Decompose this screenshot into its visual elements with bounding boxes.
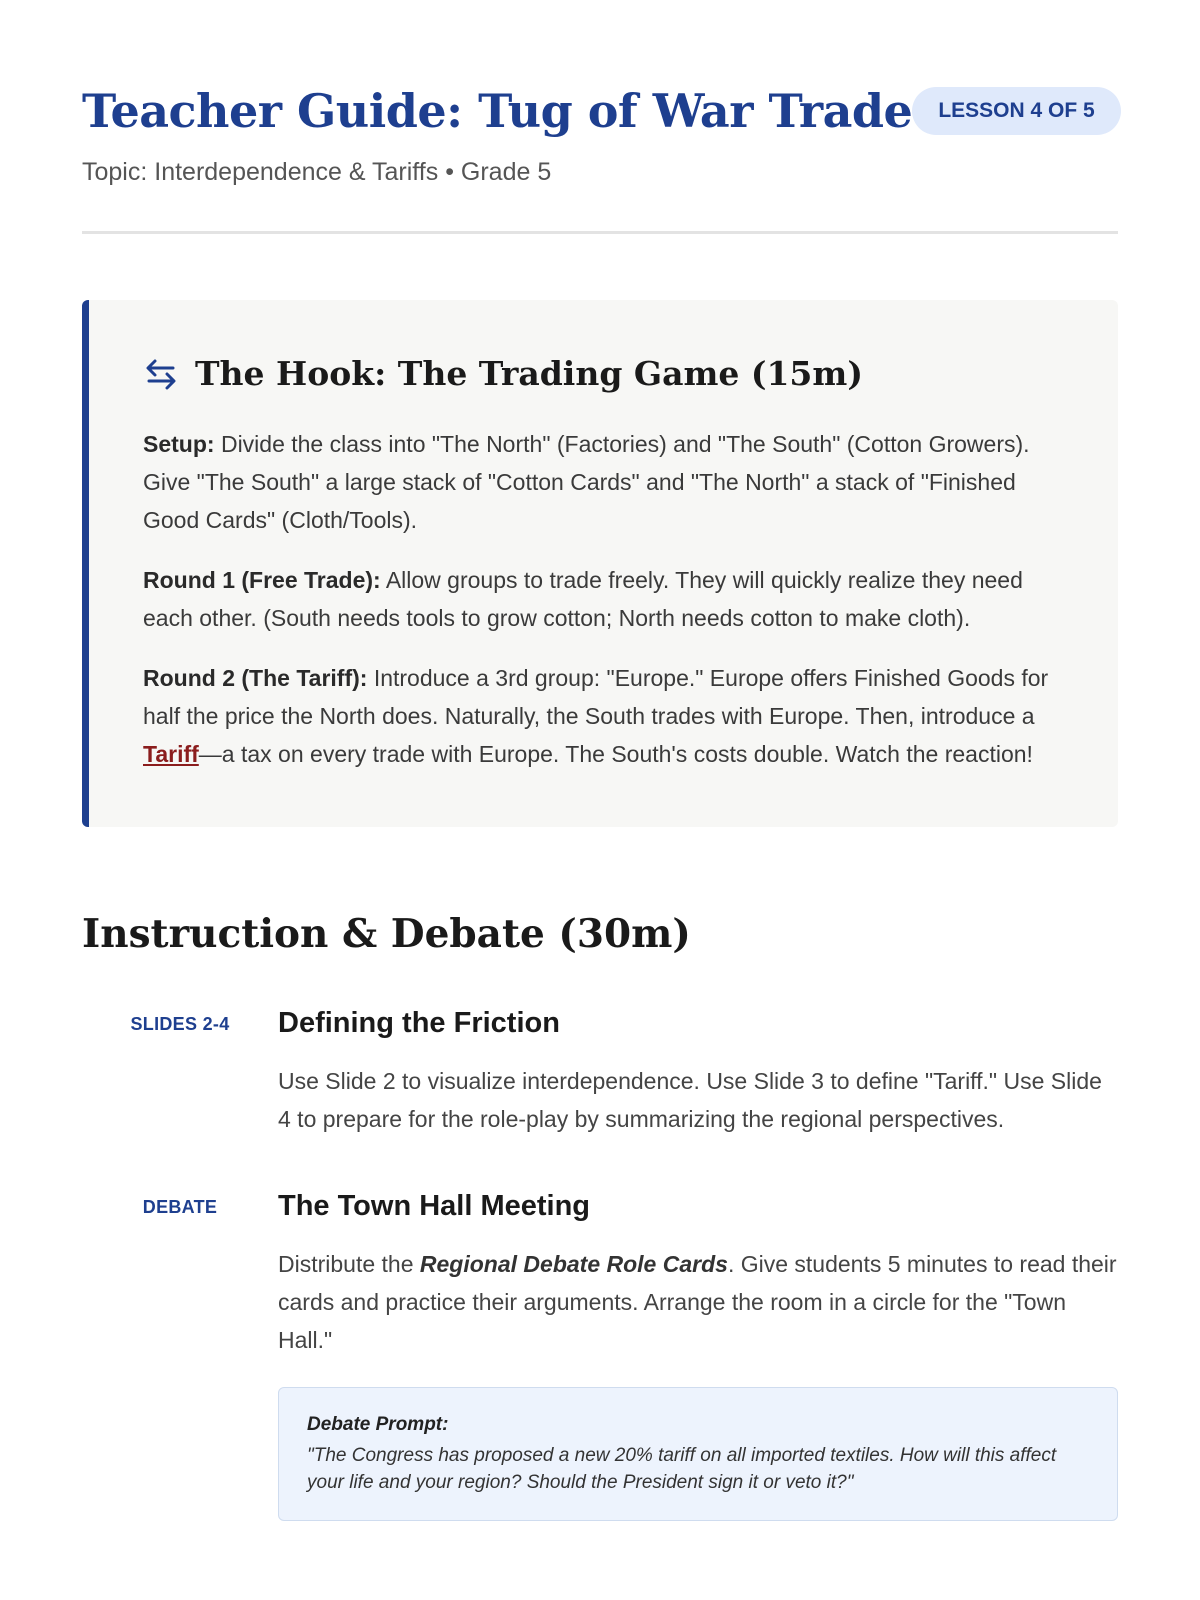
setup-text: Divide the class into "The North" (Factories) and "The South" (Cotton Growers). Give "The South" a large stack of "Cotton Cards" and "The North" a stack of "Finished Good Cards" (Cloth/Tools). <box>143 431 1030 533</box>
header-divider <box>82 231 1118 234</box>
page-title: Teacher Guide: Tug of War Trade <box>82 84 913 138</box>
step-body <box>278 1007 1118 1138</box>
setup-label: Setup: <box>143 431 215 457</box>
page-subtitle: Topic: Interdependence & Tariffs • Grade 5 <box>82 158 552 186</box>
step-text-before: Distribute the <box>278 1251 420 1277</box>
round2-text-after: —a tax on every trade with Europe. The South's costs double. Watch the reaction! <box>198 741 1033 767</box>
role-cards-emphasis: Regional Debate Role Cards <box>419 1251 728 1277</box>
hook-card <box>82 300 1118 827</box>
title-row <box>82 84 1118 138</box>
hook-title: The Hook: The Trading Game (15m) <box>195 354 863 393</box>
tariff-term-link[interactable]: Tariff <box>143 741 199 767</box>
round2-label: Round 2 (The Tariff): <box>143 665 368 691</box>
hook-round1-paragraph <box>143 561 1062 637</box>
step-title: The Town Hall Meeting <box>278 1190 591 1222</box>
debate-prompt-label: Debate Prompt: <box>307 1414 449 1435</box>
instruction-section-title: Instruction & Debate (30m) <box>82 911 691 957</box>
step-text <box>278 1245 1118 1359</box>
step-text-after: . Give students 5 minutes to read their cards and practice their arguments. Arrange the room in a circle for the "Town Hall." <box>278 1251 1117 1353</box>
step-label: SLIDES 2-4 <box>130 1014 230 1034</box>
hook-title-row <box>143 354 1062 393</box>
step-debate <box>82 1190 1118 1521</box>
step-body <box>278 1190 1118 1521</box>
step-text: Use Slide 2 to visualize interdependence. Use Slide 3 to define "Tariff." Use Slide 4 to prepare for the role-play by summarizing the regional perspectives. <box>278 1068 1102 1132</box>
lesson-badge: LESSON 4 OF 5 <box>912 87 1120 135</box>
hook-round2-paragraph <box>143 659 1062 773</box>
round2-text: Introduce a 3rd group: "Europe." Europe offers Finished Goods for half the price the North does. Naturally, the South trades with Europe. Then, introduce a <box>143 665 1049 729</box>
debate-prompt-text: "The Congress has proposed a new 20% tariff on all imported textiles. How will this affect your life and your region? Should the President sign it or veto it?" <box>307 1445 1057 1493</box>
swap-arrows-icon <box>143 356 179 392</box>
page-header <box>82 0 1118 234</box>
round1-text: Allow groups to trade freely. They will quickly realize they need each other. (South needs tools to grow cotton; North needs cotton to make cloth). <box>143 567 1023 631</box>
step-title: Defining the Friction <box>278 1007 560 1039</box>
step-slides <box>82 1007 1118 1138</box>
step-label: DEBATE <box>142 1197 218 1217</box>
debate-prompt-box <box>278 1387 1118 1521</box>
hook-setup-paragraph <box>143 425 1062 539</box>
round1-label: Round 1 (Free Trade): <box>143 567 381 593</box>
